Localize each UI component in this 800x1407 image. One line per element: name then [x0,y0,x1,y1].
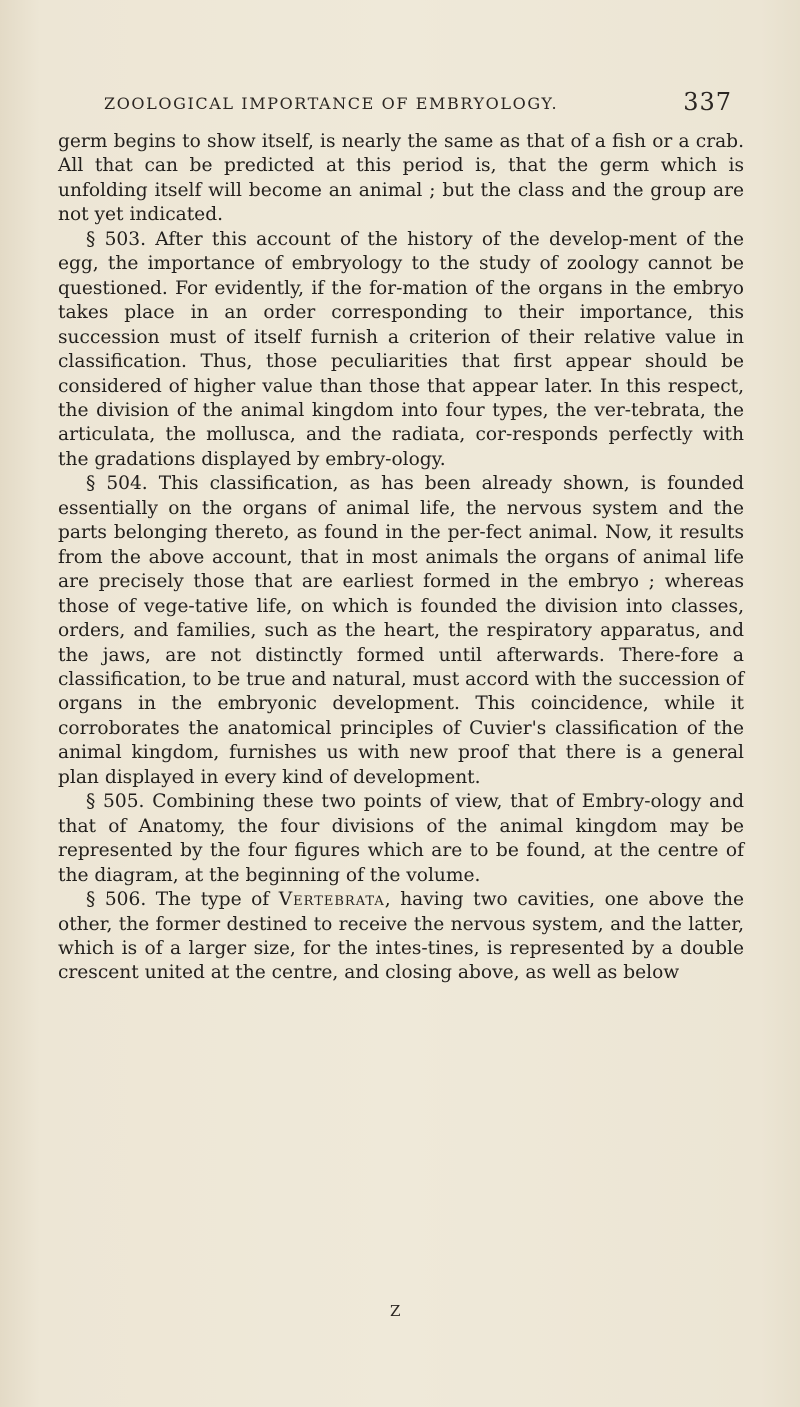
page-number: 337 [683,88,732,116]
paragraph-506 [58,888,744,986]
paragraph-506-intro: § 506. The type of [86,889,279,911]
page-header [60,88,732,120]
paragraph-continuation: germ begins to show itself, is nearly the same as that of a fish or a crab. All that can be predicted at this period is, that the germ which is unfolding itself will become an animal ; but the class and the group are not yet indicated. [58,131,744,226]
running-head: ZOOLOGICAL IMPORTANCE OF EMBRYOLOGY. [104,94,559,113]
body-text [58,130,744,986]
paragraph-505: § 505. Combining these two points of view, that of Embry-ology and that of Anatomy, the four divisions of the animal kingdom may be represented by the four figures which are to be found, at the centre of the diagram, at the beginning of the volume. [58,791,744,886]
paragraph-503: § 503. After this account of the history of the develop-ment of the egg, the importance of embryology to the study of zoology cannot be questioned. For evidently, if the for-mation of the organs in the embryo takes place in an order corresponding to their importance, this succession must of itself furnish a criterion of their relative value in classification. Thus, those peculiarities that first appear should be considered of higher value than those that appear later. In this respect, the division of the animal kingdom into four types, the ver-tebrata, the articulata, the mollusca, and the radiata, cor-responds perfectly with the gradations displayed by embry-ology. [58,228,744,470]
signature-mark: Z [390,1302,401,1320]
term-vertebrata: Vertebrata [278,889,385,911]
paragraph-506-rest: , having two cavities, one above the other, the former destined to receive the nervous system, and the latter, which is of a larger size, for the intes-tines, is represented by a double crescent united at the centre, and closing above, as well as below [58,889,745,984]
paragraph-504: § 504. This classification, as has been already shown, is founded essentially on the organs of animal life, the nervous system and the parts belonging thereto, as found in the per-fect animal. Now, it results from the above account, that in most animals the organs of animal life are precisely those that are earliest formed in the embryo ; whereas those of vege-tative life, on which is founded the division into classes, orders, and families, such as the heart, the respiratory apparatus, and the jaws, are not distinctly formed until afterwards. There-fore a classification, to be true and natural, must accord with the succession of organs in the embryonic development. This coincidence, while it corroborates the anatomical principles of Cuvier's classification of the animal kingdom, furnishes us with new proof that there is a general plan displayed in every kind of development. [58,473,745,788]
